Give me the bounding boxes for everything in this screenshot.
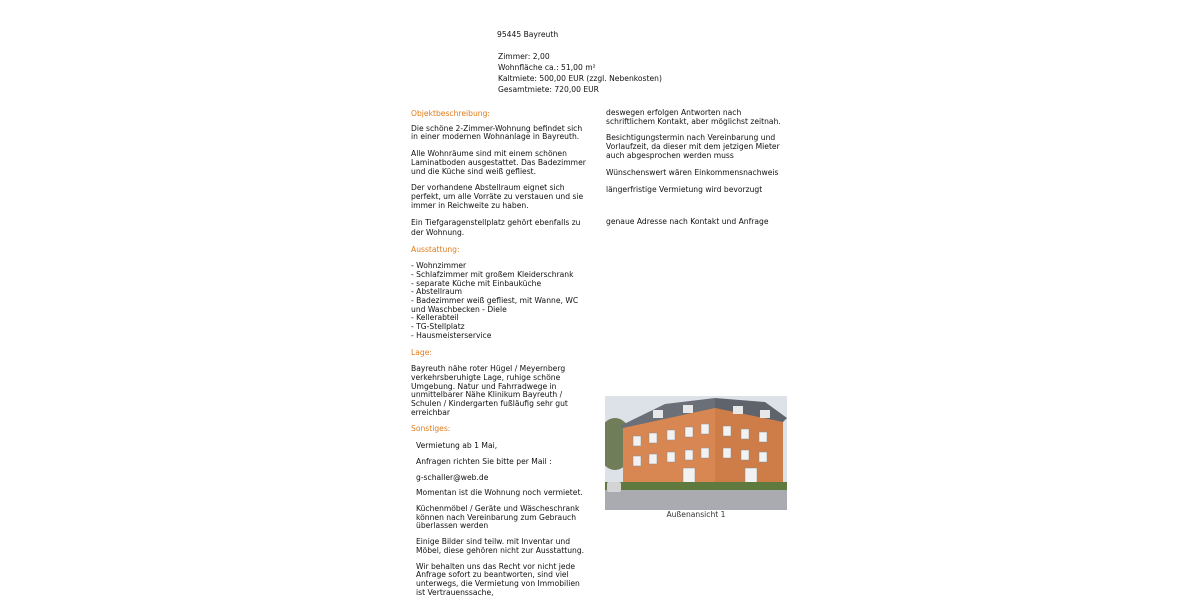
key-facts: [498, 51, 662, 95]
sonstiges-paragraph: Momentan ist die Wohnung noch vermietet.: [416, 488, 583, 498]
sonstiges-block: [411, 442, 589, 597]
dormer: [760, 410, 770, 418]
list-item: - TG-Stellplatz: [411, 322, 465, 332]
list-item: - Schlafzimmer mit großem Kleiderschrank: [411, 269, 574, 279]
fact-rooms: Zimmer: 2,00: [498, 52, 550, 61]
photo-caption: Außenansicht 1: [666, 510, 726, 519]
sonstiges-paragraph: Einige Bilder sind teilw. mit Inventar und Möbel, diese gehören nicht zur Ausstattung.: [416, 537, 585, 555]
sonstiges-paragraph: Wir behalten uns das Recht vor nicht jede Anfrage sofort zu beantworten, sind viel unterwegs, die Vermietung von Immobilien ist Vertrauenssache,: [416, 561, 580, 597]
objekt-paragraph: Die schöne 2-Zimmer-Wohnung befindet sich in einer modernen Wohnanlage in Bayreuth.: [411, 123, 583, 142]
sonstiges-paragraph: Vermietung ab 1 Mai,: [416, 441, 498, 451]
city-label: 95445 Bayreuth: [497, 30, 559, 39]
sonstiges-paragraph: Küchenmöbel / Geräte und Wäscheschrank können nach Vereinbarung zum Gebrauch überlassen werden: [416, 503, 580, 531]
lage-text: Bayreuth nähe roter Hügel / Meyernberg verkehrsberuhigte Lage, ruhige schöne Umgebung. Natur und Fahrradwege in unmittelbarer Nähe Klinikum Bayreuth / Schulen / Kindergarten fußläufig sehr gut erreichbar: [411, 364, 568, 417]
objekt-paragraph: Der vorhandene Abstellraum eignet sich perfekt, um alle Vorräte zu verstauen und sie immer in Reichweite zu haben.: [411, 183, 584, 210]
section-title-objekt: Objektbeschreibung:: [411, 109, 490, 118]
right-paragraph: Besichtigungstermin nach Vereinbarung und Vorlaufzeit, da dieser mit dem jetzigen Mieter auch abgesprochen werden muss: [606, 133, 780, 160]
right-paragraph: genaue Adresse nach Kontakt und Anfrage: [606, 216, 769, 226]
objekt-paragraph: Alle Wohnräume sind mit einem schönen Laminatboden ausgestattet. Das Badezimmer und die Küche sind weiß gefliest.: [411, 149, 586, 176]
section-title-sonstiges: Sonstiges:: [411, 424, 451, 434]
list-item: - Abstellraum: [411, 287, 462, 297]
parked-car: [607, 482, 621, 492]
fact-cold-rent: Kaltmiete: 500,00 EUR (zzgl. Nebenkosten): [498, 74, 662, 83]
right-paragraph: Wünschenswert wären Einkommensnachweis: [606, 167, 779, 177]
left-column: [411, 110, 589, 597]
sonstiges-paragraph: Anfragen richten Sie bitte per Mail :: [416, 456, 552, 466]
list-item: - separate Küche mit Einbauküche: [411, 278, 542, 288]
street: [605, 490, 787, 510]
fact-area: Wohnfläche ca.: 51,00 m²: [498, 63, 596, 72]
list-item: - Hausmeisterservice: [411, 330, 492, 340]
objekt-paragraph: Ein Tiefgaragenstellplatz gehört ebenfalls zu der Wohnung.: [411, 218, 581, 237]
fact-total-rent: Gesamtmiete: 720,00 EUR: [498, 85, 599, 94]
list-item: - Badezimmer weiß gefliest, mit Wanne, WC und Waschbecken - Diele: [411, 296, 579, 314]
right-column: [606, 109, 781, 235]
contact-email: g-schaller@web.de: [416, 472, 489, 482]
section-title-ausstattung: Ausstattung:: [411, 244, 460, 254]
dormer: [733, 406, 743, 414]
section-title-lage: Lage:: [411, 347, 432, 357]
building-illustration: [605, 396, 787, 510]
hedge: [605, 482, 787, 490]
dormer: [653, 410, 663, 418]
right-paragraph: deswegen erfolgen Antworten nach schriftlichem Kontakt, aber möglichst zeitnah.: [606, 108, 781, 126]
exterior-photo[interactable]: [605, 396, 787, 510]
list-item: - Kellerabteil: [411, 313, 459, 323]
ausstattung-list: [411, 262, 589, 340]
right-paragraph: längerfristige Vermietung wird bevorzugt: [606, 185, 763, 195]
dormer: [683, 405, 693, 413]
list-item: - Wohnzimmer: [411, 261, 467, 271]
